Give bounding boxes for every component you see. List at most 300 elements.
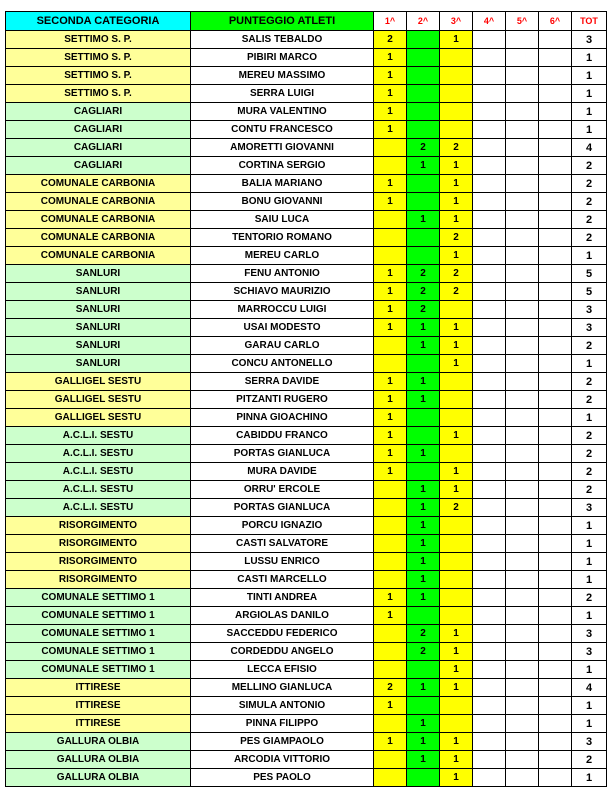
position-1-cell [374,517,407,535]
position-3-cell: 1 [440,157,473,175]
position-4-cell [473,769,506,787]
position-2-cell: 1 [407,445,440,463]
position-5-cell [506,301,539,319]
position-1-cell [374,337,407,355]
position-4-cell [473,373,506,391]
position-4-cell [473,139,506,157]
position-5-cell [506,175,539,193]
position-2-cell [407,427,440,445]
position-3-cell [440,553,473,571]
position-1-cell: 1 [374,121,407,139]
table-row [6,661,607,679]
position-1-cell [374,643,407,661]
position-2-cell: 1 [407,391,440,409]
position-3-cell: 1 [440,427,473,445]
position-6-cell [539,481,572,499]
position-2-cell [407,409,440,427]
athlete-cell: GARAU CARLO [191,337,374,355]
table-row [6,319,607,337]
position-3-cell: 1 [440,769,473,787]
position-1-cell [374,481,407,499]
position-6-cell [539,445,572,463]
total-cell: 3 [572,733,607,751]
table-row [6,193,607,211]
position-5-cell [506,499,539,517]
total-cell: 1 [572,607,607,625]
total-cell: 3 [572,301,607,319]
position-5-cell [506,67,539,85]
position-2-cell [407,67,440,85]
total-cell: 1 [572,571,607,589]
athlete-cell: SIMULA ANTONIO [191,697,374,715]
athlete-cell: TINTI ANDREA [191,589,374,607]
position-6-cell [539,337,572,355]
position-6-cell [539,625,572,643]
total-cell: 2 [572,427,607,445]
position-1-cell: 1 [374,301,407,319]
position-1-cell: 1 [374,427,407,445]
position-2-cell: 1 [407,481,440,499]
position-5-cell [506,139,539,157]
position-1-cell: 1 [374,607,407,625]
table-row [6,553,607,571]
position-6-cell [539,31,572,49]
position-5-cell [506,85,539,103]
position-5-cell [506,535,539,553]
position-5-cell [506,319,539,337]
position-1-cell: 1 [374,445,407,463]
position-5-cell [506,121,539,139]
position-3-cell: 2 [440,265,473,283]
position-5-cell [506,337,539,355]
club-cell: COMUNALE CARBONIA [6,229,191,247]
total-header: TOT [572,12,607,31]
position-4-cell [473,751,506,769]
position-5-cell [506,409,539,427]
position-2-cell: 1 [407,553,440,571]
athlete-cell: PORCU IGNAZIO [191,517,374,535]
table-row [6,139,607,157]
table-row [6,535,607,553]
category-header: SECONDA CATEGORIA [6,12,191,31]
athlete-cell: BALIA MARIANO [191,175,374,193]
table-row [6,247,607,265]
position-1-cell [374,715,407,733]
total-cell: 2 [572,193,607,211]
athlete-cell: MEREU CARLO [191,247,374,265]
athlete-cell: CORTINA SERGIO [191,157,374,175]
position-1-cell [374,571,407,589]
club-cell: COMUNALE CARBONIA [6,193,191,211]
athlete-cell: MEREU MASSIMO [191,67,374,85]
position-4-cell [473,67,506,85]
athlete-cell: FENU ANTONIO [191,265,374,283]
athlete-cell: ORRU' ERCOLE [191,481,374,499]
table-row [6,283,607,301]
position-1-cell [374,535,407,553]
total-cell: 1 [572,49,607,67]
position-3-cell [440,85,473,103]
position-2-cell: 1 [407,535,440,553]
position-6-cell [539,139,572,157]
position-2-cell [407,229,440,247]
table-row [6,427,607,445]
athlete-cell: SERRA LUIGI [191,85,374,103]
athlete-cell: CORDEDDU ANGELO [191,643,374,661]
table-row [6,445,607,463]
club-cell: COMUNALE CARBONIA [6,175,191,193]
position-6-cell [539,697,572,715]
position-5-cell [506,679,539,697]
position-4-cell [473,589,506,607]
position-4-cell [473,301,506,319]
position-6-cell [539,49,572,67]
position-1-cell: 1 [374,589,407,607]
position-5-cell [506,445,539,463]
club-cell: GALLURA OLBIA [6,733,191,751]
club-cell: A.C.L.I. SESTU [6,499,191,517]
score-header: PUNTEGGIO ATLETI [191,12,374,31]
club-cell: SETTIMO S. P. [6,85,191,103]
position-6-cell [539,535,572,553]
position-2-cell: 1 [407,679,440,697]
total-cell: 1 [572,355,607,373]
position-4-cell [473,103,506,121]
table-row [6,697,607,715]
table-row [6,373,607,391]
position-2-cell: 1 [407,157,440,175]
position-5-cell [506,481,539,499]
table-row [6,715,607,733]
position-3-header: 3^ [440,12,473,31]
position-5-cell [506,517,539,535]
table-row [6,409,607,427]
position-3-cell [440,391,473,409]
position-1-cell [374,661,407,679]
position-5-cell [506,229,539,247]
position-4-cell [473,31,506,49]
club-cell: COMUNALE SETTIMO 1 [6,643,191,661]
position-3-cell: 1 [440,175,473,193]
position-1-cell [374,751,407,769]
total-cell: 1 [572,121,607,139]
position-3-cell: 1 [440,751,473,769]
position-6-cell [539,283,572,301]
position-5-cell [506,49,539,67]
total-cell: 2 [572,751,607,769]
position-5-cell [506,31,539,49]
position-2-cell [407,121,440,139]
total-cell: 1 [572,661,607,679]
position-4-cell [473,607,506,625]
position-2-cell [407,463,440,481]
position-5-cell [506,463,539,481]
total-cell: 5 [572,265,607,283]
position-6-cell [539,85,572,103]
position-5-cell [506,427,539,445]
athlete-cell: ARCODIA VITTORIO [191,751,374,769]
athlete-cell: CASTI MARCELLO [191,571,374,589]
table-row [6,355,607,373]
table-row [6,733,607,751]
position-1-cell: 1 [374,697,407,715]
total-cell: 1 [572,247,607,265]
table-row [6,301,607,319]
position-3-cell [440,49,473,67]
athlete-cell: CASTI SALVATORE [191,535,374,553]
position-6-cell [539,121,572,139]
position-3-cell: 1 [440,193,473,211]
club-cell: ITTIRESE [6,715,191,733]
position-6-cell [539,571,572,589]
position-3-cell: 2 [440,139,473,157]
position-1-cell: 2 [374,31,407,49]
table-row [6,337,607,355]
position-6-cell [539,391,572,409]
position-6-cell [539,373,572,391]
total-cell: 2 [572,157,607,175]
position-3-cell: 2 [440,283,473,301]
table-row [6,85,607,103]
position-3-cell: 1 [440,625,473,643]
position-4-cell [473,625,506,643]
position-4-cell [473,499,506,517]
position-1-cell [374,139,407,157]
position-3-cell: 1 [440,643,473,661]
total-cell: 3 [572,31,607,49]
total-cell: 1 [572,769,607,787]
total-cell: 1 [572,553,607,571]
total-cell: 1 [572,697,607,715]
position-2-cell: 1 [407,211,440,229]
position-3-cell: 1 [440,679,473,697]
position-2-cell [407,49,440,67]
position-2-cell [407,769,440,787]
table-row [6,391,607,409]
club-cell: SANLURI [6,319,191,337]
position-4-cell [473,49,506,67]
club-cell: COMUNALE CARBONIA [6,247,191,265]
club-cell: A.C.L.I. SESTU [6,445,191,463]
position-5-cell [506,733,539,751]
position-1-cell: 1 [374,391,407,409]
position-1-cell: 1 [374,733,407,751]
position-4-cell [473,337,506,355]
position-5-cell [506,373,539,391]
position-2-cell: 2 [407,283,440,301]
club-cell: ITTIRESE [6,679,191,697]
club-cell: SETTIMO S. P. [6,67,191,85]
athlete-cell: ARGIOLAS DANILO [191,607,374,625]
position-5-cell [506,697,539,715]
position-3-cell: 2 [440,229,473,247]
club-cell: RISORGIMENTO [6,517,191,535]
table-row [6,769,607,787]
club-cell: SANLURI [6,265,191,283]
total-cell: 5 [572,283,607,301]
position-6-cell [539,661,572,679]
position-3-cell [440,697,473,715]
total-cell: 1 [572,409,607,427]
position-3-cell: 1 [440,319,473,337]
table-row [6,265,607,283]
club-cell: A.C.L.I. SESTU [6,463,191,481]
athlete-cell: MURA DAVIDE [191,463,374,481]
table-row [6,481,607,499]
position-4-cell [473,643,506,661]
total-cell: 4 [572,139,607,157]
header-row [6,12,607,31]
total-cell: 2 [572,391,607,409]
position-4-cell [473,319,506,337]
athlete-cell: PORTAS GIANLUCA [191,499,374,517]
position-1-cell [374,553,407,571]
position-3-cell [440,409,473,427]
club-cell: CAGLIARI [6,139,191,157]
club-cell: GALLIGEL SESTU [6,391,191,409]
club-cell: COMUNALE SETTIMO 1 [6,625,191,643]
position-1-cell [374,355,407,373]
table-row [6,211,607,229]
athlete-cell: PINNA GIOACHINO [191,409,374,427]
position-4-cell [473,211,506,229]
total-cell: 2 [572,589,607,607]
position-6-cell [539,715,572,733]
position-2-cell: 1 [407,337,440,355]
position-4-cell [473,553,506,571]
athlete-cell: PES PAOLO [191,769,374,787]
total-cell: 1 [572,103,607,121]
total-cell: 1 [572,535,607,553]
position-1-cell: 1 [374,463,407,481]
results-table [5,11,607,787]
position-5-cell [506,607,539,625]
table-row [6,121,607,139]
athlete-cell: PIBIRI MARCO [191,49,374,67]
position-5-cell [506,355,539,373]
athlete-cell: SCHIAVO MAURIZIO [191,283,374,301]
position-1-cell: 1 [374,409,407,427]
position-4-cell [473,517,506,535]
position-2-cell [407,31,440,49]
position-3-cell [440,715,473,733]
position-2-cell: 1 [407,733,440,751]
position-6-cell [539,409,572,427]
position-6-cell [539,769,572,787]
position-2-cell: 1 [407,373,440,391]
athlete-cell: SAIU LUCA [191,211,374,229]
club-cell: RISORGIMENTO [6,553,191,571]
club-cell: A.C.L.I. SESTU [6,481,191,499]
position-5-cell [506,769,539,787]
position-6-cell [539,643,572,661]
position-4-cell [473,733,506,751]
total-cell: 4 [572,679,607,697]
total-cell: 2 [572,337,607,355]
position-5-cell [506,661,539,679]
position-5-cell [506,643,539,661]
table-row [6,517,607,535]
position-5-cell [506,553,539,571]
position-4-cell [473,463,506,481]
position-1-cell: 1 [374,85,407,103]
position-1-cell [374,247,407,265]
position-6-header: 6^ [539,12,572,31]
position-5-cell [506,265,539,283]
table-row [6,31,607,49]
position-4-cell [473,661,506,679]
table-row [6,229,607,247]
position-2-cell [407,697,440,715]
position-4-cell [473,571,506,589]
total-cell: 3 [572,319,607,337]
position-5-cell [506,715,539,733]
position-6-cell [539,211,572,229]
club-cell: GALLURA OLBIA [6,751,191,769]
position-5-cell [506,247,539,265]
position-1-cell: 1 [374,373,407,391]
position-2-cell [407,85,440,103]
table-row [6,49,607,67]
position-3-cell: 1 [440,481,473,499]
club-cell: RISORGIMENTO [6,571,191,589]
total-cell: 2 [572,229,607,247]
position-5-cell [506,589,539,607]
position-3-cell [440,589,473,607]
position-1-cell: 1 [374,193,407,211]
position-2-cell [407,247,440,265]
position-6-cell [539,751,572,769]
table-row [6,751,607,769]
position-3-cell [440,517,473,535]
position-1-cell: 1 [374,49,407,67]
position-4-cell [473,85,506,103]
position-2-cell: 2 [407,643,440,661]
position-1-cell: 1 [374,103,407,121]
position-3-cell: 1 [440,355,473,373]
club-cell: COMUNALE CARBONIA [6,211,191,229]
position-6-cell [539,553,572,571]
position-3-cell [440,607,473,625]
club-cell: GALLIGEL SESTU [6,373,191,391]
position-4-cell [473,445,506,463]
position-1-cell [374,769,407,787]
position-4-cell [473,193,506,211]
position-3-cell: 1 [440,31,473,49]
position-6-cell [539,67,572,85]
position-2-cell: 1 [407,751,440,769]
club-cell: CAGLIARI [6,121,191,139]
athlete-cell: MELLINO GIANLUCA [191,679,374,697]
position-4-header: 4^ [473,12,506,31]
total-cell: 1 [572,85,607,103]
position-5-cell [506,751,539,769]
club-cell: COMUNALE SETTIMO 1 [6,589,191,607]
position-1-cell: 1 [374,319,407,337]
position-4-cell [473,409,506,427]
position-5-cell [506,625,539,643]
position-6-cell [539,229,572,247]
total-cell: 2 [572,445,607,463]
position-5-header: 5^ [506,12,539,31]
position-6-cell [539,157,572,175]
table-row [6,103,607,121]
position-5-cell [506,211,539,229]
position-3-cell [440,373,473,391]
position-2-cell [407,607,440,625]
position-3-cell: 1 [440,247,473,265]
position-6-cell [539,175,572,193]
